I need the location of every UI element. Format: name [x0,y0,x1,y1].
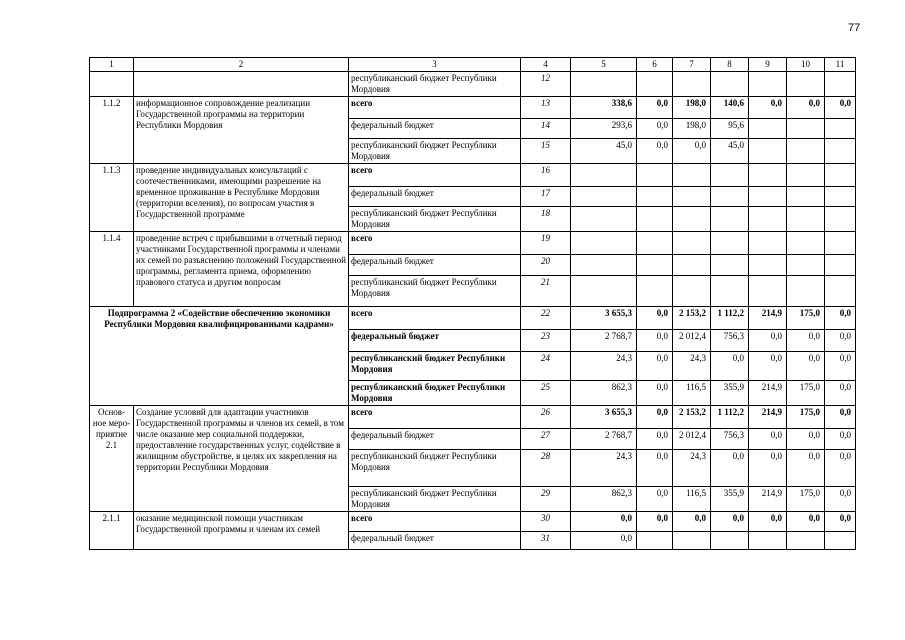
value-cell: 0,0 [787,330,825,352]
value-cell [673,72,711,97]
value-cell: 0,0 [637,330,673,352]
value-cell: 0,0 [825,307,856,330]
value-cell [787,232,825,255]
header-cell: 1 [90,58,134,72]
value-cell: 0,0 [825,429,856,450]
item-name: информационное сопровождение реализации Государственной программы на территории Республики Мордовия [134,97,349,164]
value-cell [787,255,825,276]
value-cell: 0,0 [571,512,637,532]
value-cell: 0,0 [673,512,711,532]
value-cell: 24,3 [571,352,637,381]
value-cell: 0,0 [825,406,856,429]
row-number-cell: 20 [521,255,571,276]
value-cell: 0,0 [825,352,856,381]
value-cell: 0,0 [711,450,749,487]
value-cell [749,164,787,187]
value-cell: 0,0 [637,352,673,381]
measure-code: Основ-ное меро-приятие 2.1 [90,406,134,512]
value-cell [787,119,825,139]
value-cell: 0,0 [825,487,856,512]
value-cell [673,164,711,187]
value-cell: 0,0 [787,512,825,532]
value-cell [711,232,749,255]
value-cell: 175,0 [787,381,825,406]
value-cell [571,164,637,187]
value-cell [637,187,673,207]
table-row [90,97,856,119]
value-cell [749,232,787,255]
header-cell: 9 [749,58,787,72]
value-cell: 2 012,4 [673,429,711,450]
value-cell [825,255,856,276]
value-cell [711,532,749,550]
value-cell [825,139,856,164]
value-cell: 24,3 [571,450,637,487]
budget-source-cell: всего [349,406,521,429]
value-cell: 0,0 [825,97,856,119]
row-number-cell: 17 [521,187,571,207]
value-cell [749,255,787,276]
value-cell: 214,9 [749,307,787,330]
value-cell: 198,0 [673,97,711,119]
row-number-cell: 18 [521,207,571,232]
row-number-cell: 23 [521,330,571,352]
row-number-cell: 15 [521,139,571,164]
value-cell [749,187,787,207]
value-cell [711,207,749,232]
measure-name: Создание условий для адаптации участников Государственной программы и членов их семей, в том числе оказание мер социальной поддержки, предоставление государственных услуг, содействие в жилищном обустройстве, в целях их закрепления на территории Республики Мордовия [134,406,349,512]
value-cell [749,139,787,164]
value-cell: 1 112,2 [711,307,749,330]
value-cell [711,72,749,97]
value-cell [711,255,749,276]
header-cell: 5 [571,58,637,72]
value-cell: 0,0 [825,450,856,487]
budget-source-cell: федеральный бюджет [349,119,521,139]
value-cell: 0,0 [825,381,856,406]
budget-source-cell: всего [349,164,521,187]
value-cell: 198,0 [673,119,711,139]
value-cell [673,532,711,550]
row-number-cell: 22 [521,307,571,330]
row-number-cell: 30 [521,512,571,532]
value-cell [825,72,856,97]
value-cell: 0,0 [787,429,825,450]
value-cell: 338,6 [571,97,637,119]
value-cell [571,276,637,307]
value-cell: 175,0 [787,406,825,429]
row-number-cell: 29 [521,487,571,512]
table-row [90,72,856,97]
table-row [90,307,856,330]
value-cell: 0,0 [787,97,825,119]
budget-source-cell: всего [349,307,521,330]
value-cell [637,232,673,255]
header-row [90,58,856,72]
value-cell: 0,0 [637,512,673,532]
row-number-cell: 28 [521,450,571,487]
value-cell [825,119,856,139]
value-cell: 2 768,7 [571,330,637,352]
value-cell: 0,0 [637,429,673,450]
header-cell: 4 [521,58,571,72]
item-code: 1.1.3 [90,164,134,232]
row-number-cell: 25 [521,381,571,406]
value-cell [825,232,856,255]
value-cell: 0,0 [637,406,673,429]
row-number-cell: 14 [521,119,571,139]
item-name-cell [134,72,349,97]
budget-source-cell: республиканский бюджет Республики Мордовия [349,207,521,232]
subprogram-name: Подпрограмма 2 «Содействие обеспечению экономики Республики Мордовия квалифицированными кадрами» [90,307,349,406]
value-cell: 3 655,3 [571,307,637,330]
table-row [90,164,856,187]
row-number-cell: 24 [521,352,571,381]
value-cell: 3 655,3 [571,406,637,429]
budget-source-cell: республиканский бюджет Республики Мордовия [349,72,521,97]
value-cell [571,207,637,232]
value-cell: 862,3 [571,487,637,512]
value-cell: 2 768,7 [571,429,637,450]
budget-source-cell: федеральный бюджет [349,532,521,550]
budget-source-cell: республиканский бюджет Республики Мордовия [349,381,521,406]
value-cell: 24,3 [673,352,711,381]
value-cell [787,532,825,550]
header-cell: 10 [787,58,825,72]
value-cell: 0,0 [637,487,673,512]
value-cell: 116,5 [673,381,711,406]
value-cell [571,72,637,97]
budget-table [89,57,856,550]
value-cell: 0,0 [637,139,673,164]
value-cell [637,164,673,187]
value-cell: 2 153,2 [673,406,711,429]
value-cell: 24,3 [673,450,711,487]
value-cell: 214,9 [749,406,787,429]
value-cell: 95,6 [711,119,749,139]
value-cell [749,207,787,232]
value-cell: 0,0 [749,330,787,352]
value-cell: 2 153,2 [673,307,711,330]
value-cell [711,187,749,207]
value-cell [749,532,787,550]
budget-source-cell: республиканский бюджет Республики Мордовия [349,352,521,381]
row-number-cell: 26 [521,406,571,429]
header-cell: 2 [134,58,349,72]
value-cell: 0,0 [787,352,825,381]
budget-source-cell: федеральный бюджет [349,429,521,450]
value-cell: 0,0 [749,429,787,450]
value-cell [637,276,673,307]
value-cell [637,72,673,97]
value-cell: 0,0 [711,512,749,532]
value-cell: 0,0 [673,139,711,164]
row-number-cell: 16 [521,164,571,187]
item-name: проведение индивидуальных консультаций с соотечественниками, имеющими разрешение на временное проживание в Республике Мордовия (территории вселения), по вопросам участия в Государственной программе [134,164,349,232]
budget-source-cell: всего [349,97,521,119]
value-cell: 0,0 [637,97,673,119]
value-cell: 756,3 [711,330,749,352]
value-cell: 175,0 [787,487,825,512]
value-cell: 0,0 [749,352,787,381]
value-cell [787,187,825,207]
item-code: 1.1.4 [90,232,134,307]
value-cell: 140,6 [711,97,749,119]
table-row [90,232,856,255]
value-cell: 0,0 [637,450,673,487]
value-cell [571,232,637,255]
value-cell [825,532,856,550]
row-number-cell: 19 [521,232,571,255]
value-cell: 0,0 [571,532,637,550]
budget-source-cell: федеральный бюджет [349,330,521,352]
value-cell: 355,9 [711,487,749,512]
value-cell [571,187,637,207]
value-cell [787,139,825,164]
item-code: 2.1.1 [90,512,134,550]
value-cell [637,532,673,550]
value-cell: 1 112,2 [711,406,749,429]
value-cell [787,164,825,187]
value-cell: 0,0 [637,119,673,139]
page-number: 77 [848,22,861,34]
value-cell: 0,0 [637,307,673,330]
value-cell: 2 012,4 [673,330,711,352]
value-cell [571,255,637,276]
budget-source-cell: всего [349,232,521,255]
value-cell [673,255,711,276]
header-cell: 7 [673,58,711,72]
value-cell: 293,6 [571,119,637,139]
row-number-cell: 27 [521,429,571,450]
value-cell [825,276,856,307]
value-cell [749,119,787,139]
row-number-cell: 31 [521,532,571,550]
item-name: оказание медицинской помощи участникам Государственной программы и членам их семей [134,512,349,550]
header-cell: 8 [711,58,749,72]
value-cell [673,187,711,207]
value-cell: 355,9 [711,381,749,406]
item-name: проведение встреч с прибывшими в отчетный период участниками Государственной программы и членами их семей по разъяснению положений Государственной программы, регламента приема, оформлению правового статуса и другим вопросам [134,232,349,307]
budget-source-cell: всего [349,512,521,532]
value-cell: 0,0 [749,97,787,119]
budget-source-cell: республиканский бюджет Республики Мордовия [349,139,521,164]
table-row [90,406,856,429]
header-cell: 6 [637,58,673,72]
value-cell: 0,0 [825,330,856,352]
item-code: 1.1.2 [90,97,134,164]
budget-source-cell: федеральный бюджет [349,187,521,207]
value-cell: 45,0 [571,139,637,164]
value-cell [637,207,673,232]
value-cell [673,207,711,232]
value-cell [749,72,787,97]
value-cell: 116,5 [673,487,711,512]
value-cell: 0,0 [825,512,856,532]
value-cell [637,255,673,276]
row-number-cell: 12 [521,72,571,97]
row-number-cell: 21 [521,276,571,307]
value-cell: 175,0 [787,307,825,330]
value-cell [825,187,856,207]
item-code-cell [90,72,134,97]
value-cell: 0,0 [787,450,825,487]
budget-source-cell: республиканский бюджет Республики Мордовия [349,487,521,512]
value-cell: 756,3 [711,429,749,450]
value-cell [787,72,825,97]
row-number-cell: 13 [521,97,571,119]
table-row [90,512,856,532]
value-cell [673,276,711,307]
value-cell [825,207,856,232]
value-cell: 45,0 [711,139,749,164]
value-cell [787,276,825,307]
value-cell [787,207,825,232]
value-cell: 0,0 [749,512,787,532]
budget-source-cell: республиканский бюджет Республики Мордовия [349,450,521,487]
value-cell: 0,0 [749,450,787,487]
value-cell [749,276,787,307]
value-cell [673,232,711,255]
value-cell: 214,9 [749,381,787,406]
value-cell [825,164,856,187]
value-cell: 214,9 [749,487,787,512]
header-cell: 3 [349,58,521,72]
value-cell: 0,0 [637,381,673,406]
value-cell [711,164,749,187]
value-cell: 0,0 [711,352,749,381]
budget-source-cell: республиканский бюджет Республики Мордовия [349,276,521,307]
value-cell: 862,3 [571,381,637,406]
header-cell: 11 [825,58,856,72]
budget-source-cell: федеральный бюджет [349,255,521,276]
value-cell [711,276,749,307]
